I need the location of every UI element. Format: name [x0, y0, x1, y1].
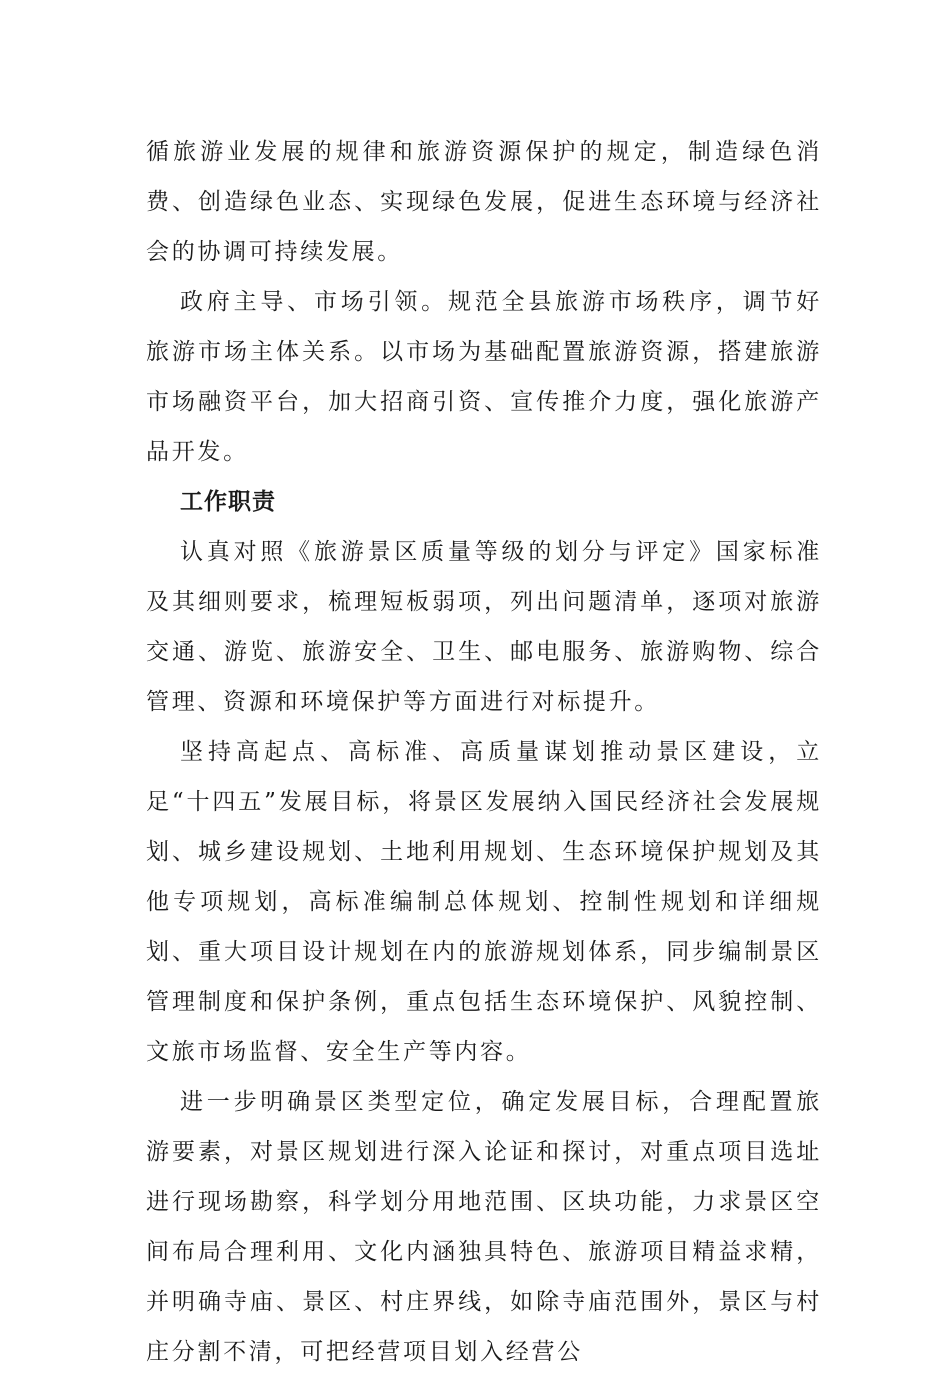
paragraph-government-market: 政府主导、市场引领。规范全县旅游市场秩序，调节好旅游市场主体关系。以市场为基础配置旅游资源，搭建旅游市场融资平台，加大招商引资、宣传推介力度，强化旅游产品开发。: [146, 289, 822, 465]
document-body: [146, 127, 822, 1377]
section-heading: 工作职责: [180, 489, 276, 515]
paragraph-planning: 坚持高起点、高标准、高质量谋划推动景区建设，立足“十四五”发展目标，将景区发展纳入国民经济社会发展规划、城乡建设规划、土地利用规划、生态环境保护规划及其他专项规划，高标准编制总体规划、控制性规划和详细规划、重大项目设计规划在内的旅游规划体系，同步编制景区管理制度和保护条例，重点包括生态环境保护、风貌控制、文旅市场监督、安全生产等内容。: [146, 739, 822, 1065]
paragraph-standards: 认真对照《旅游景区质量等级的划分与评定》国家标准及其细则要求，梳理短板弱项，列出问题清单，逐项对旅游交通、游览、旅游安全、卫生、邮电服务、旅游购物、综合管理、资源和环境保护等方面进行对标提升。: [146, 539, 822, 715]
paragraph-positioning: 进一步明确景区类型定位，确定发展目标，合理配置旅游要素，对景区规划进行深入论证和探讨，对重点项目选址进行现场勘察，科学划分用地范围、区块功能，力求景区空间布局合理利用、文化内涵独具特色、旅游项目精益求精，并明确寺庙、景区、村庄界线，如除寺庙范围外，景区与村庄分割不清，可把经营项目划入经营公: [146, 1089, 822, 1365]
paragraph-continuation: 循旅游业发展的规律和旅游资源保护的规定，制造绿色消费、创造绿色业态、实现绿色发展，促进生态环境与经济社会的协调可持续发展。: [146, 139, 822, 265]
